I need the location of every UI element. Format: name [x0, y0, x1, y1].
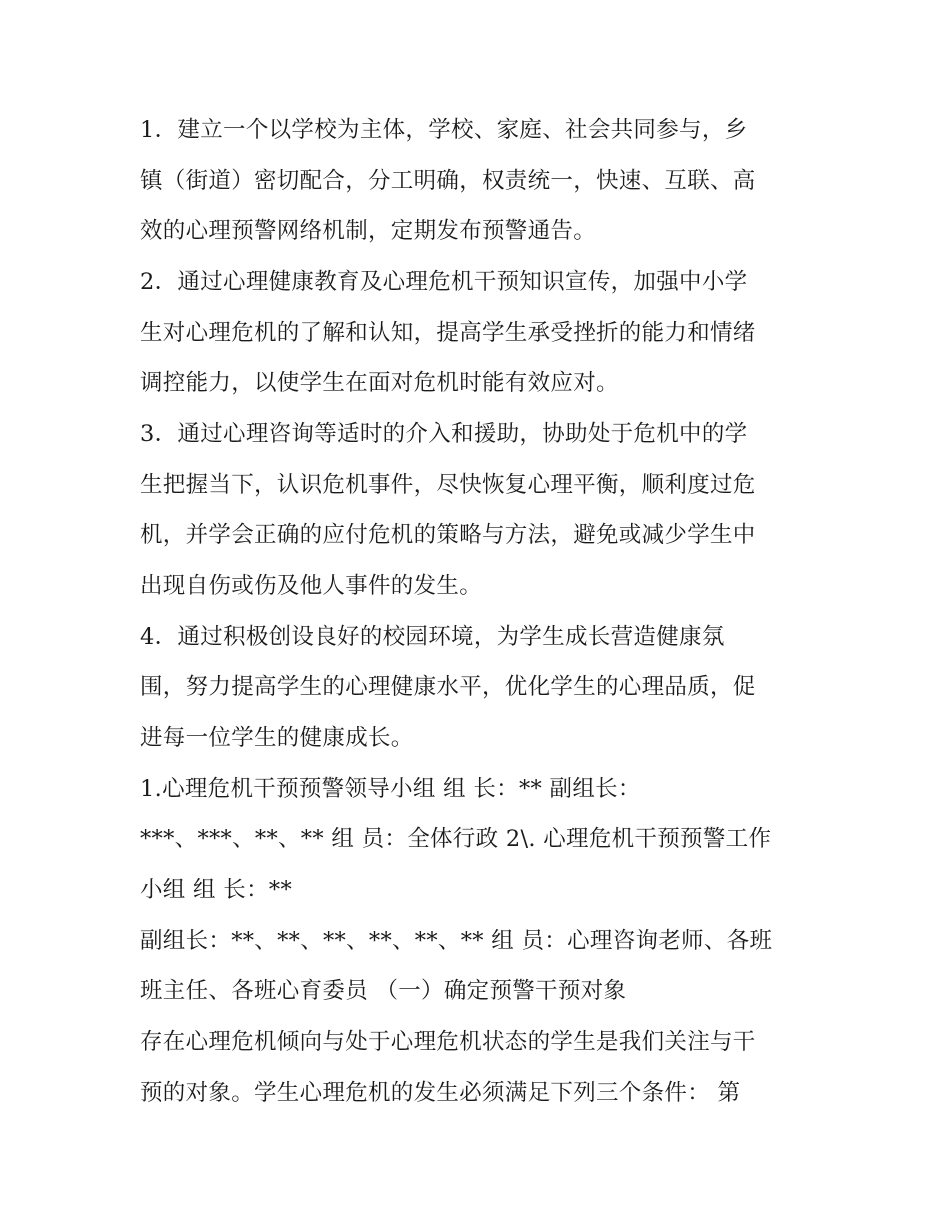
text-line: 3．通过心理咨询等适时的介入和援助，协助处于危机中的学 — [140, 421, 748, 447]
text-line: 出现自伤或伤及他人事件的发生。 — [140, 573, 483, 599]
text-line: 镇（街道）密切配合，分工明确，权责统一，快速、互联、高 — [140, 168, 756, 194]
text-line: 1.心理危机干预预警领导小组 组 长：** 副组长： — [140, 776, 641, 802]
text-line: 预的对象。学生心理危机的发生必须满足下列三个条件： 第 — [140, 1080, 741, 1106]
text-line: 1．建立一个以学校为主体，学校、家庭、社会共同参与，乡 — [140, 117, 748, 143]
text-line: 班主任、各班心育委员 （一）确定预警干预对象 — [140, 978, 627, 1004]
text-line: 生对心理危机的了解和认知，提高学生承受挫折的能力和情绪 — [140, 320, 756, 346]
text-line: 围，努力提高学生的心理健康水平，优化学生的心理品质，促 — [140, 674, 756, 700]
text-line: 调控能力，以使学生在面对危机时能有效应对。 — [140, 370, 619, 396]
text-line: 进每一位学生的健康成长。 — [140, 725, 414, 751]
text-line: 效的心理预警网络机制，定期发布预警通告。 — [140, 218, 597, 244]
text-line: 4．通过积极创设良好的校园环境，为学生成长营造健康氛 — [140, 624, 725, 650]
text-line: 副组长：**、**、**、**、**、** 组 员：心理咨询老师、各班 — [140, 928, 773, 954]
text-line: 机，并学会正确的应付危机的策略与方法，避免或减少学生中 — [140, 522, 756, 548]
text-line: 生把握当下，认识危机事件，尽快恢复心理平衡，顺利度过危 — [140, 472, 756, 498]
text-line: 存在心理危机倾向与处于心理危机状态的学生是我们关注与干 — [140, 1029, 756, 1055]
text-line: 小组 组 长：** — [140, 877, 293, 903]
text-line: 2．通过心理健康教育及心理危机干预知识宣传，加强中小学 — [140, 269, 748, 295]
text-line: ***、***、**、** 组 员：全体行政 2\. 心理危机干预预警工作 — [140, 826, 772, 852]
